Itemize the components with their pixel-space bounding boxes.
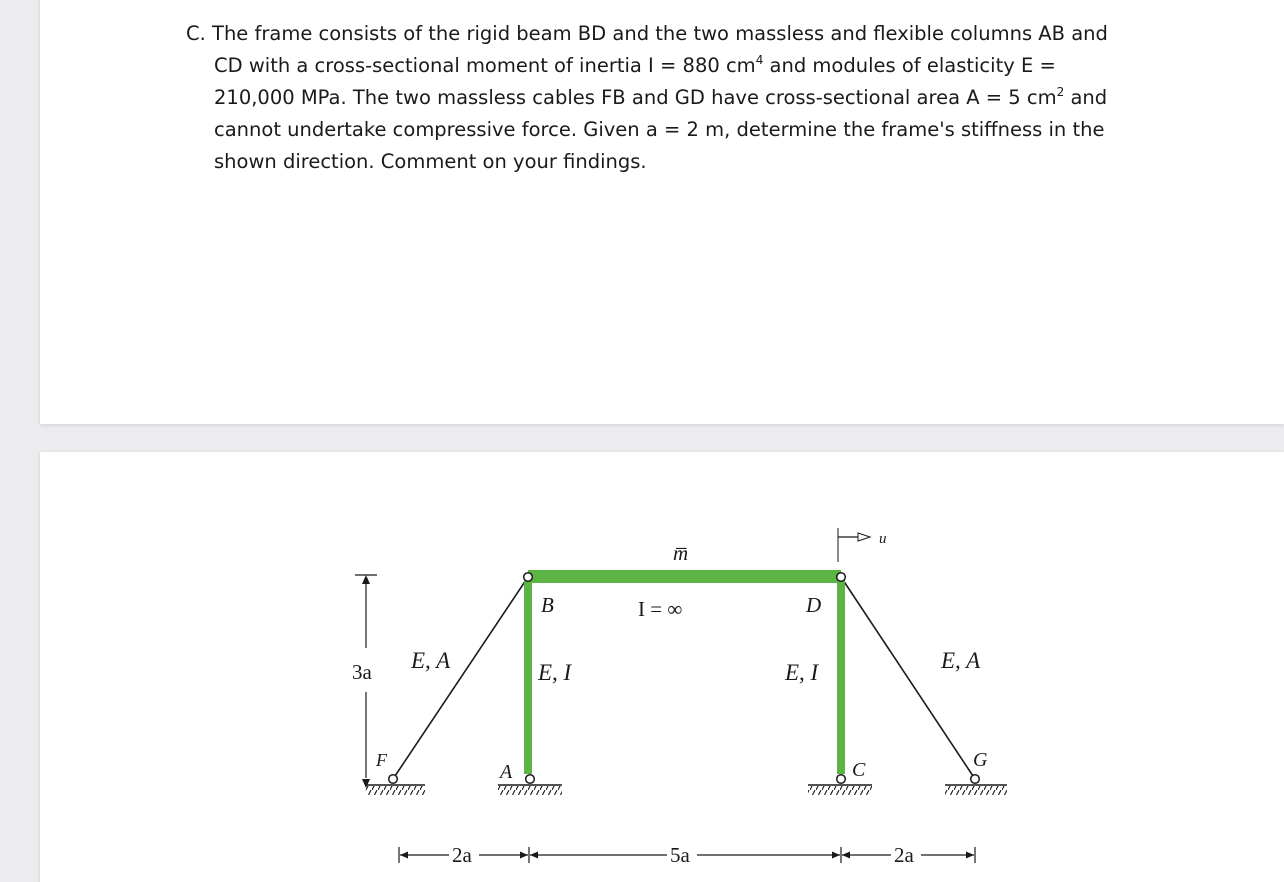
node-label-g: G: [973, 749, 988, 771]
question-line-4: cannot undertake compressive force. Given a = 2 m, determine the frame's stiffness in the: [214, 118, 1105, 141]
dim-right-label: 2a: [894, 843, 914, 867]
question-line-5: shown direction. Comment on your findings.: [214, 150, 647, 173]
question-line-1: C. The frame consists of the rigid beam BD and the two massless and flexible columns AB and: [186, 22, 1108, 45]
height-label: 3a: [352, 660, 372, 684]
node-label-b: B: [541, 593, 554, 617]
node-label-c: C: [852, 759, 866, 781]
column-left-label: E, I: [538, 660, 572, 685]
dim-left-label: 2a: [452, 843, 472, 867]
support-c: [808, 785, 872, 795]
displacement-arrow: [838, 528, 870, 562]
hinge-c: [837, 775, 846, 784]
hinge-g: [971, 775, 980, 784]
hinge-b: [524, 573, 533, 582]
hinge-f: [389, 775, 398, 784]
cable-fb: [393, 577, 528, 779]
support-g: [945, 785, 1007, 795]
dim-mid-label: 5a: [670, 843, 690, 867]
node-label-f: F: [376, 750, 387, 770]
question-line-3: 210,000 MPa. The two massless cables FB and GD have cross-sectional area A = 5 $cm^2$ and: [214, 84, 1108, 109]
displacement-label: u: [879, 531, 887, 547]
column-cd: [837, 577, 845, 774]
node-label-a: A: [500, 761, 513, 783]
node-label-d: D: [806, 593, 822, 617]
hinge-a: [526, 775, 535, 784]
beam-inertia-label: I = ∞: [638, 597, 683, 621]
superscript-4: 4: [755, 52, 764, 67]
column-ab: [524, 577, 532, 774]
column-right-label: E, I: [785, 660, 819, 685]
beam-bd: [528, 570, 841, 583]
cable-right-label: E, A: [941, 648, 981, 673]
support-f: [365, 785, 425, 795]
question-line-2: CD with a cross-sectional moment of inertia I = 880 $cm^4$ and modules of elasticity E =: [214, 52, 1056, 77]
cable-gd: [841, 577, 975, 779]
support-a: [498, 785, 562, 795]
cable-left-label: E, A: [411, 648, 451, 673]
superscript-2: 2: [1056, 84, 1065, 99]
question-label: C.: [186, 22, 206, 45]
hinge-d: [837, 573, 846, 582]
mass-label: m̅: [673, 541, 689, 565]
